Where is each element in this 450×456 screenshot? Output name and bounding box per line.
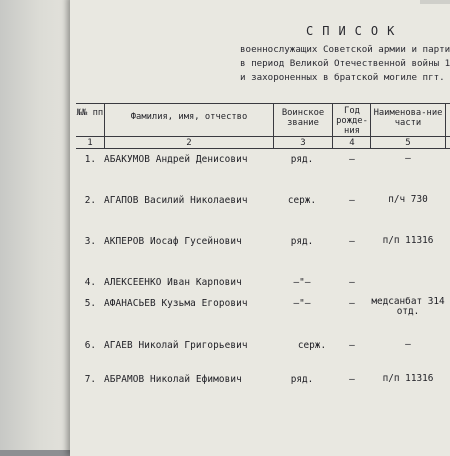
row-2-rank: серж. [287,195,317,206]
row-1-unit: – [405,153,411,164]
row-6-year: – [349,340,355,351]
row-3-number: 3. [84,236,96,247]
row-1-rank: ряд. [290,154,314,165]
row-6-rank: серж. [297,340,327,351]
row-2-name: АГАПОВ Василий Николаевич [104,195,248,206]
col-header-num: №№ пп [76,108,104,118]
underlying-page [0,0,72,450]
document-title: СПИСОК [306,24,404,38]
table-number-row-border [76,148,450,149]
row-5-number: 5. [84,298,96,309]
col-header-rank: Воинское звание [281,108,325,128]
row-5-rank: –"– [293,298,311,309]
row-2-year: – [349,195,355,206]
header-line-2: в период Великой Отечественной войны 1 [240,58,450,69]
header-line-3: и захороненных в братской могиле пгт. [240,72,445,83]
row-1-year: – [349,154,355,165]
row-2-number: 2. [84,195,96,206]
col-divider-5 [445,103,446,149]
row-7-unit: п/п 11316 [382,373,434,384]
col-divider-4 [370,103,371,149]
table-top-border [76,103,450,104]
col-number-3: 3 [300,138,306,148]
row-1-name: АБАКУМОВ Андрей Денисович [104,154,248,165]
row-3-unit: п/п 11316 [382,235,434,246]
row-1-number: 1. [84,154,96,165]
col-number-2: 2 [186,138,192,148]
col-header-unit: Наименова-ние части [373,108,443,128]
row-4-name: АЛЕКСЕЕНКО Иван Карпович [104,277,242,288]
row-3-name: АКПЕРОВ Иосаф Гусейнович [104,236,242,247]
row-7-number: 7. [84,374,96,385]
row-3-rank: ряд. [290,236,314,247]
header-line-1: военнослужащих Советской армии и парти [240,44,450,55]
row-6-number: 6. [84,340,96,351]
row-2-unit: п/ч 730 [388,194,428,205]
col-divider-1 [104,103,105,149]
row-7-year: – [349,374,355,385]
col-number-5: 5 [405,138,411,148]
table-header-border [76,136,450,137]
col-number-4: 4 [349,138,355,148]
document-sheet [70,0,450,456]
row-5-name: АФАНАСЬЕВ Кузьма Егорович [104,298,248,309]
row-6-unit: – [405,339,411,350]
row-4-number: 4. [84,277,96,288]
col-number-1: 1 [87,138,93,148]
col-header-name: Фамилия, имя, отчество [130,112,248,122]
col-header-year: Год рожде-ния [336,106,368,136]
col-divider-3 [332,103,333,149]
row-3-year: – [349,236,355,247]
sheet-corner [420,0,450,4]
row-7-rank: ряд. [290,374,314,385]
row-4-year: – [349,277,355,288]
row-4-rank: –"– [293,277,311,288]
row-5-unit: медсанбат 314 отд. [371,296,445,317]
row-7-name: АБРАМОВ Николай Ефимович [104,374,242,385]
row-5-year: – [349,298,355,309]
row-6-name: АГАЕВ Николай Григорьевич [104,340,248,351]
